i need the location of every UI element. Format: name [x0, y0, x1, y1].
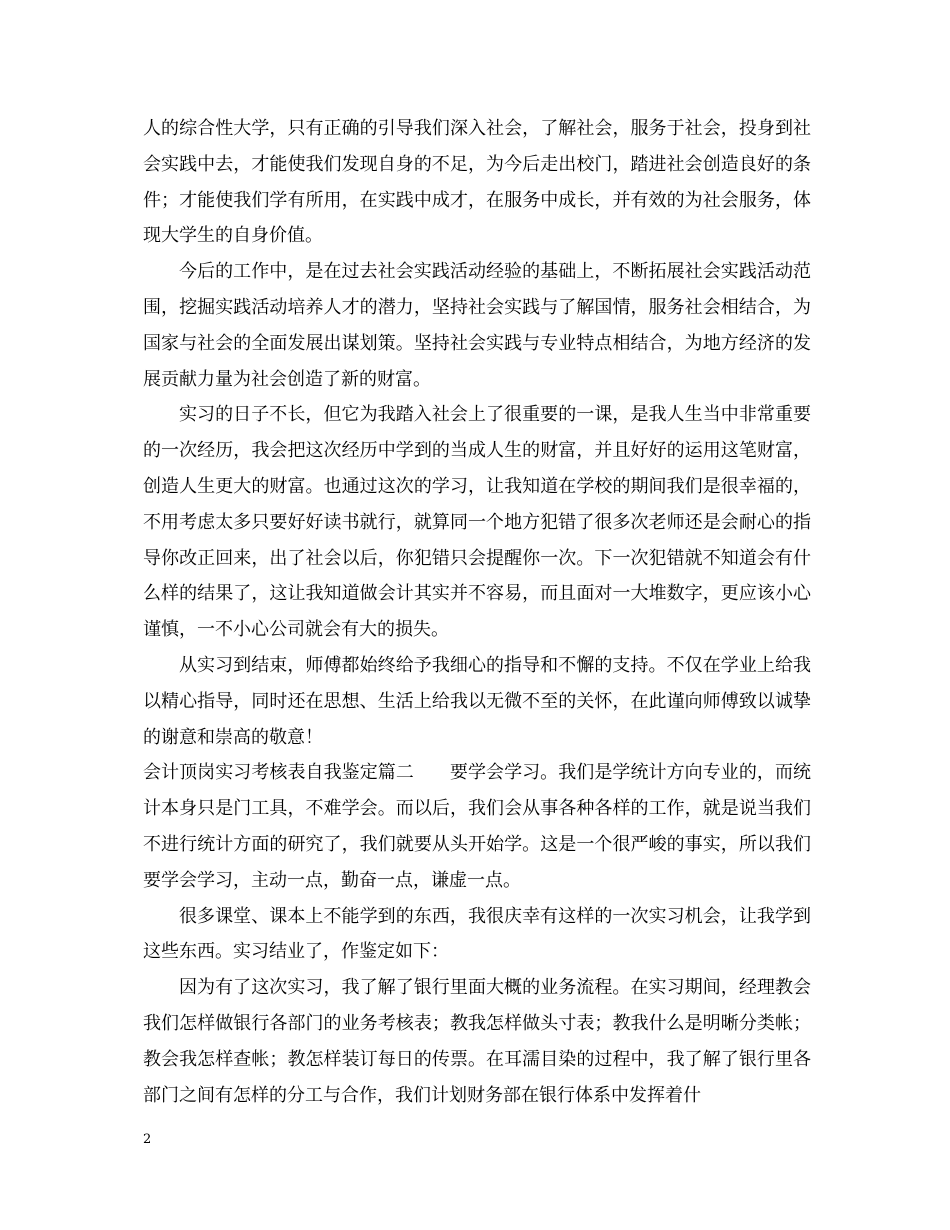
paragraph: 从实习到结束，师傅都始终给予我细心的指导和不懈的支持。不仅在学业上给我以精心指导，同时还在思想、生活上给我以无微不至的关怀，在此谨向师傅致以诚挚的谢意和崇高的敬意！: [143, 654, 811, 748]
paragraph: 实习的日子不长，但它为我踏入社会上了很重要的一课，是我人生当中非常重要的一次经历，我会把这次经历中学到的当成人生的财富，并且好好的运用这笔财富，创造人生更大的财富。也通过这次的学习，让我知道在学校的期间我们是很幸福的，不用考虑太多只要好好读书就行，就算同一个地方犯错了很多次老师还是会耐心的指导你改正回来，出了社会以后，你犯错只会提醒你一次。下一次犯错就不知道会有什么样的结果了，这让我知道做会计其实并不容易，而且面对一大堆数字，更应该小心谨慎，一不小心公司就会有大的损失。: [143, 404, 811, 641]
paragraph: 很多课堂、课本上不能学到的东西，我很庆幸有这样的一次实习机会，让我学到这些东西。实习结业了，作鉴定如下：: [143, 905, 811, 963]
page-number: 2: [143, 1132, 152, 1147]
section-start-paragraph: [143, 755, 811, 898]
paragraph: 因为有了这次实习，我了解了银行里面大概的业务流程。在实习期间，经理教会我们怎样做银行各部门的业务考核表；教我怎样做头寸表；教我什么是明晰分类帐；教会我怎样查帐；教怎样装订每日的传票。在耳濡目染的过程中，我了解了银行里各部门之间有怎样的分工与合作，我们计划财务部在银行体系中发挥着什: [143, 977, 811, 1106]
section-heading: 会计顶岗实习考核表自我鉴定篇二: [143, 762, 414, 784]
paragraph-continued: 人的综合性大学，只有正确的引导我们深入社会，了解社会，服务于社会，投身到社会实践中去，才能使我们发现自身的不足，为今后走出校门，踏进社会创造良好的条件；才能使我们学有所用，在实践中成才，在服务中成长，并有效的为社会服务，体现大学生的自身价值。: [143, 118, 811, 247]
body-text: [143, 111, 811, 1113]
section-first-paragraph-text: 要学会学习。我们是学统计方向专业的，而统计本身只是门工具，不难学会。而以后，我们会从事各种各样的工作，就是说当我们不进行统计方面的研究了，我们就要从头开始学。这是一个很严峻的事实，所以我们要学会学习，主动一点，勤奋一点，谦虚一点。: [143, 762, 812, 891]
paragraph: 今后的工作中，是在过去社会实践活动经验的基础上，不断拓展社会实践活动范围，挖掘实践活动培养人才的潜力，坚持社会实践与了解国情，服务社会相结合，为国家与社会的全面发展出谋划策。坚持社会实践与专业特点相结合，为地方经济的发展贡献力量为社会创造了新的财富。: [143, 261, 811, 390]
